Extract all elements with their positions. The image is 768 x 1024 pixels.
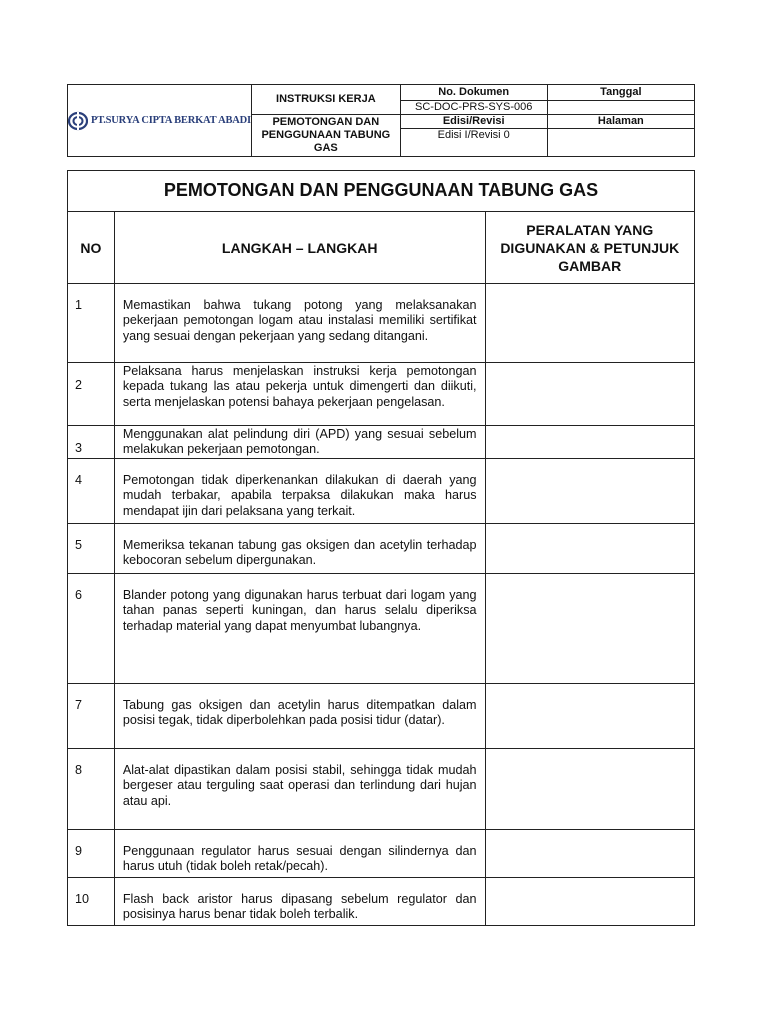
tools-cell [485,830,694,878]
row-number: 8 [68,749,115,830]
company-name: PT.SURYA CIPTA BERKAT ABADI [91,115,251,126]
page-title: PEMOTONGAN DAN PENGGUNAAN TABUNG GAS [68,171,695,212]
work-instruction-table [67,170,695,926]
step-text: Tabung gas oksigen dan acetylin harus ditempatkan dalam posisi tegak, tidak diperbolehkan pada posisi tidur (datar). [114,684,485,749]
row-number: 7 [68,684,115,749]
step-text: Alat-alat dipastikan dalam posisi stabil, sehingga tidak mudah bergeser atau terguling saat operasi dan terlindung dari hujan atau api. [114,749,485,830]
tools-cell [485,878,694,926]
step-text: Penggunaan regulator harus sesuai dengan silindernya dan harus utuh (tidak boleh retak/pecah). [114,830,485,878]
date-value [547,101,694,115]
table-row [68,426,695,459]
column-header-no: NO [68,212,115,284]
step-text: Menggunakan alat pelindung diri (APD) yang sesuai sebelum melakukan pekerjaan pemotongan. [114,426,485,459]
doc-number-value: SC-DOC-PRS-SYS-006 [400,101,547,115]
row-number: 9 [68,830,115,878]
tools-cell [485,524,694,574]
step-text: Pelaksana harus menjelaskan instruksi kerja pemotongan kepada tukang las atau pekerja untuk dimengerti dan diikuti, serta menjelaskan potensi bahaya pekerjaan pengelasan. [114,363,485,426]
company-logo [68,111,251,131]
step-text: Pemotongan tidak diperkenankan dilakukan di daerah yang mudah terbakar, apabila terpaksa dilakukan maka harus mendapat ijin dari pelaksana yang terkait. [114,459,485,524]
tools-cell [485,363,694,426]
tools-cell [485,426,694,459]
page-label: Halaman [547,115,694,129]
page-value [547,129,694,157]
step-text: Flash back aristor harus dipasang sebelum regulator dan posisinya harus benar tidak boleh terbalik. [114,878,485,926]
row-number: 3 [68,426,115,459]
doc-type: INSTRUKSI KERJA [251,85,400,115]
row-number: 1 [68,284,115,363]
tools-cell [485,749,694,830]
table-row [68,830,695,878]
company-logo-icon [68,111,88,131]
doc-number-label: No. Dokumen [400,85,547,101]
step-text: Memeriksa tekanan tabung gas oksigen dan acetylin terhadap kebocoran sebelum dipergunakan. [114,524,485,574]
table-row [68,363,695,426]
logo-cell [68,85,252,157]
revision-label: Edisi/Revisi [400,115,547,129]
tools-cell [485,574,694,684]
row-number: 10 [68,878,115,926]
row-number: 5 [68,524,115,574]
table-row [68,574,695,684]
tools-cell [485,684,694,749]
table-row [68,524,695,574]
tools-cell [485,459,694,524]
revision-value: Edisi I/Revisi 0 [400,129,547,157]
column-header-steps: LANGKAH – LANGKAH [114,212,485,284]
tools-cell [485,284,694,363]
row-number: 6 [68,574,115,684]
table-row [68,684,695,749]
step-text: Memastikan bahwa tukang potong yang melaksanakan pekerjaan pemotongan logam atau instalasi memiliki sertifikat yang sesuai dengan pekerjaan yang sedang ditangani. [114,284,485,363]
table-row [68,749,695,830]
column-header-tools: PERALATAN YANG DIGUNAKAN & PETUNJUK GAMBAR [485,212,694,284]
table-row [68,878,695,926]
step-text: Blander potong yang digunakan harus terbuat dari logam yang tahan panas seperti kuningan, dan harus selalu diperiksa terhadap material yang dapat menyumbat lubangnya. [114,574,485,684]
date-label: Tanggal [547,85,694,101]
document-header-table [67,84,695,157]
table-row [68,284,695,363]
row-number: 2 [68,363,115,426]
doc-title: PEMOTONGAN DAN PENGGUNAAN TABUNG GAS [251,115,400,157]
table-row [68,459,695,524]
row-number: 4 [68,459,115,524]
